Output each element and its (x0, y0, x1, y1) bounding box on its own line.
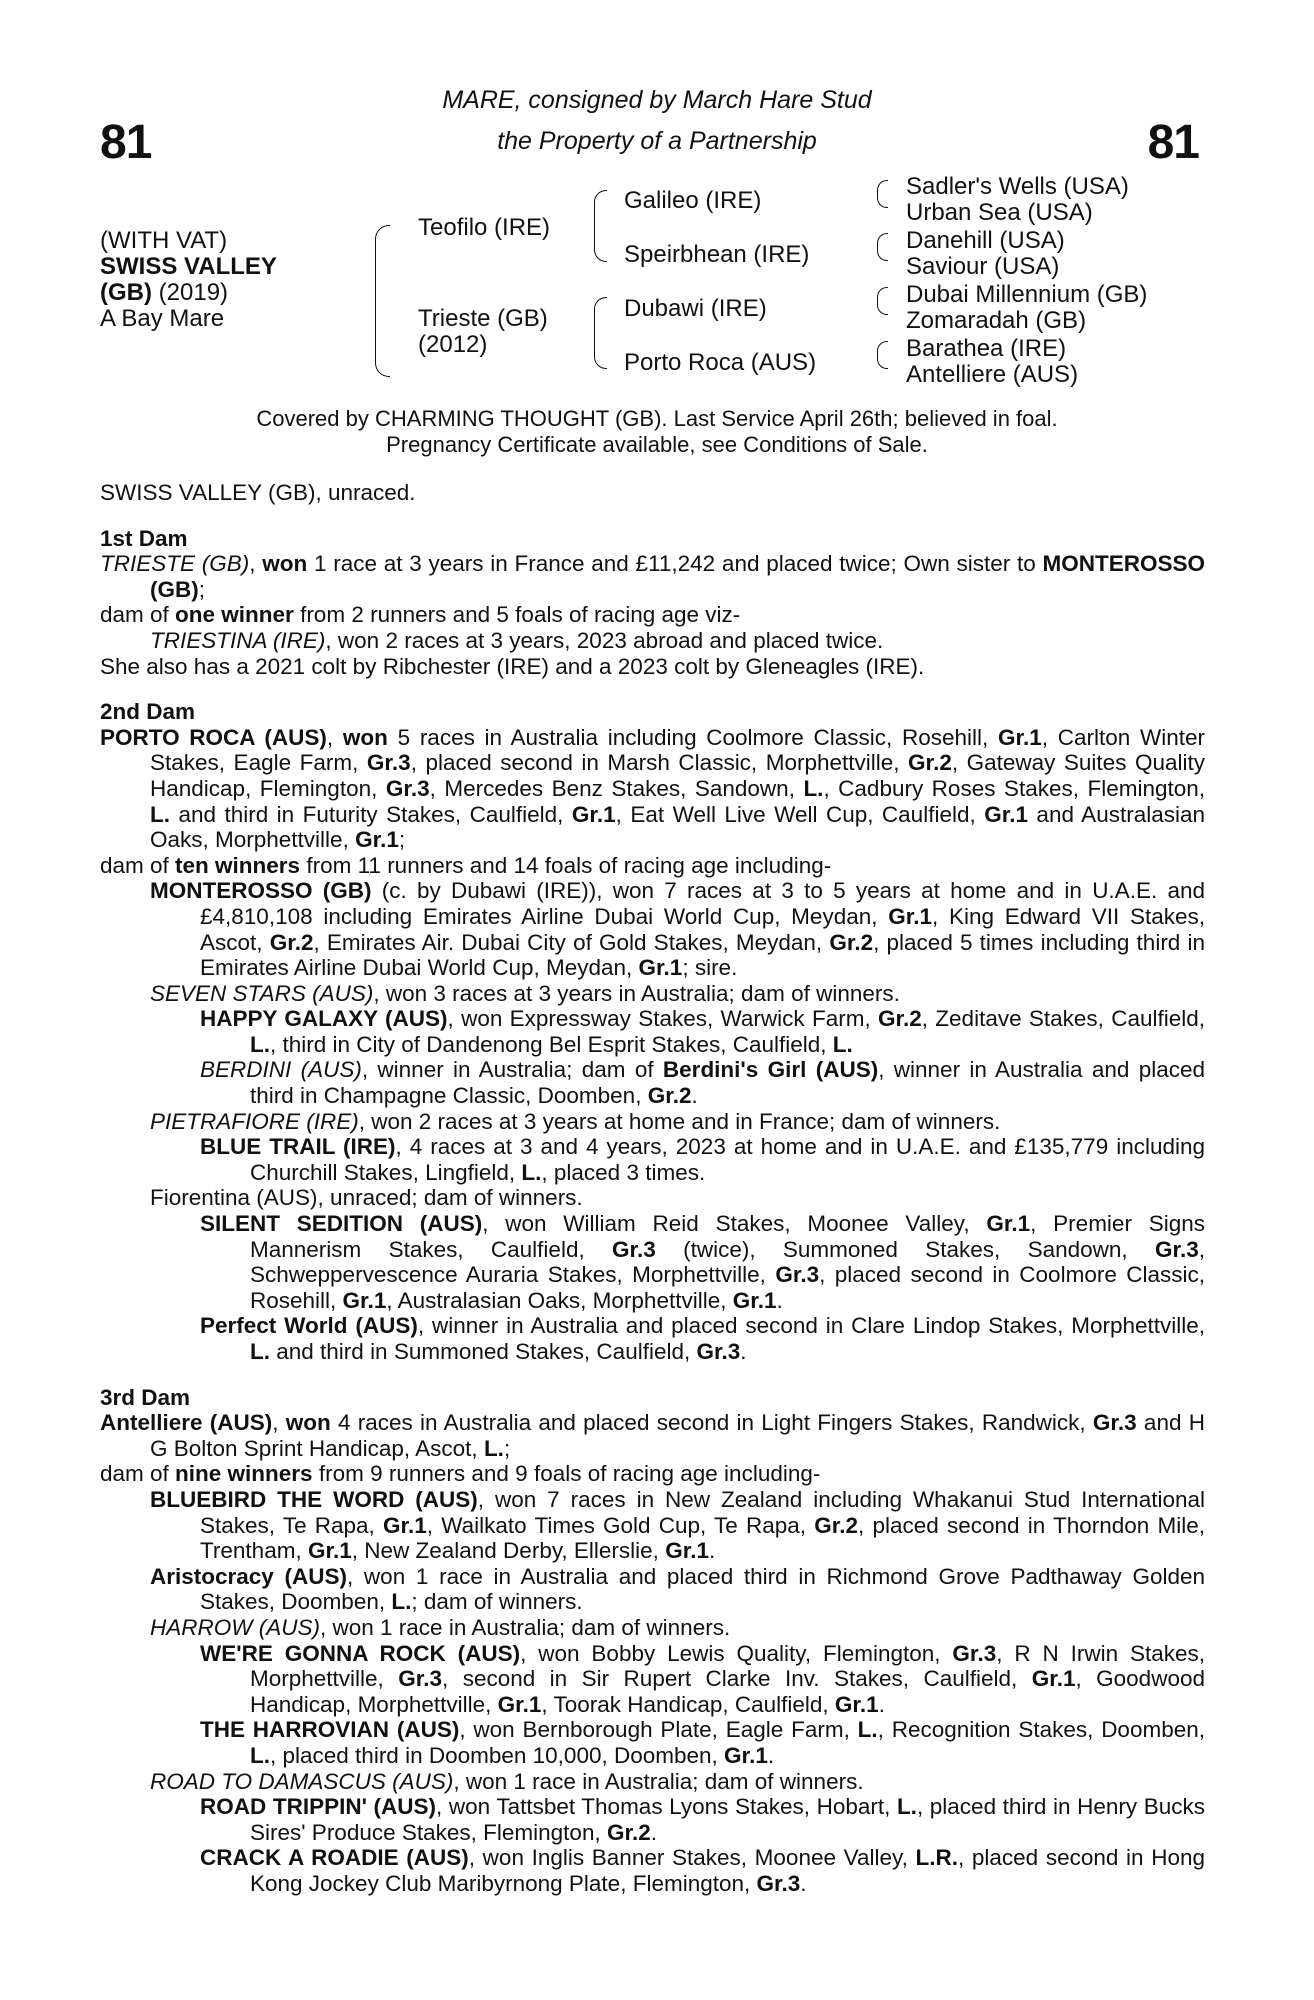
lot-number-right: 81 (1147, 116, 1199, 169)
produce-fiorentina: Fiorentina (AUS), unraced; dam of winners. (150, 1185, 583, 1211)
section-1st-dam: 1st Dam (100, 525, 188, 551)
produce-crack-a-roadie: CRACK A ROADIE (AUS), won Inglis Banner Stakes, Moonee Valley, L.R., placed second in Hong Kong Jockey Club Maribyrnong Plate, Flemington, Gr.3. (200, 1845, 1205, 1896)
consignor-line: MARE, consigned by March Hare Stud (442, 86, 872, 114)
brace-main (375, 225, 390, 377)
produce-seven-stars: SEVEN STARS (AUS), won 3 races at 3 years in Australia; dam of winners. (150, 980, 900, 1006)
dam-dam: Porto Roca (AUS) (624, 349, 817, 376)
dam-1-entry: TRIESTE (GB), won 1 race at 3 years in France and £11,242 and placed twice; Own sister to MONTEROSSO (GB); (100, 551, 1205, 602)
produce-happy-galaxy: HAPPY GALAXY (AUS), won Expressway Stakes, Warwick Farm, Gr.2, Zeditave Stakes, Caulfield, L., third in City of Dandenong Bel Esprit Stakes, Caulfield, L. (200, 1006, 1205, 1057)
produce-harrow: HARROW (AUS), won 1 race in Australia; dam of winners. (150, 1614, 731, 1640)
horse-description: A Bay Mare (100, 305, 225, 332)
brace-dam (594, 297, 607, 369)
ggs-3: Danehill (USA) (906, 227, 1065, 254)
produce-were-gonna-rock: WE'RE GONNA ROCK (AUS), won Bobby Lewis Quality, Flemington, Gr.3, R N Irwin Stakes, Morphettville, Gr.3, second in Sir Rupert Clarke Inv. Stakes, Caulfield, Gr.1, Goodwood Handicap, Morphettville, Gr.1, Toorak Handicap, Caulfield, Gr.1. (200, 1640, 1205, 1717)
produce-blue-trail: BLUE TRAIL (IRE), 4 races at 3 and 4 years, 2023 at home and in U.A.E. and £135,779 including Churchill Stakes, Lingfield, L., placed 3 times. (200, 1134, 1206, 1185)
ggs-2: Urban Sea (USA) (906, 199, 1093, 226)
produce-aristocracy: Aristocracy (AUS), won 1 race in Australia and placed third in Richmond Grove Padthaway Golden Stakes, Doomben, L.; dam of winners. (150, 1563, 1206, 1615)
dam-1-produce: dam of one winner from 2 runners and 5 foals of racing age viz- (100, 602, 741, 628)
brace-gg3 (877, 287, 888, 315)
ggs-1: Sadler's Wells (USA) (906, 173, 1129, 200)
covered-line: Covered by CHARMING THOUGHT (GB). Last Service April 26th; believed in foal. (256, 406, 1058, 431)
dam: Trieste (GB) (418, 305, 548, 332)
ggs-5: Dubai Millennium (GB) (906, 281, 1148, 308)
produce-perfect-world: Perfect World (AUS), winner in Australia and placed second in Clare Lindop Stakes, Morphettville, L. and third in Summoned Stakes, Caulfield, Gr.3. (200, 1313, 1206, 1364)
sire-sire: Galileo (IRE) (624, 187, 762, 214)
section-3rd-dam: 3rd Dam (100, 1384, 191, 1410)
brace-gg1 (877, 180, 888, 208)
horse-name: SWISS VALLEY (100, 253, 277, 280)
produce-the-harrovian: THE HARROVIAN (AUS), won Bernborough Plate, Eagle Farm, L., Recognition Stakes, Doomben, L., placed third in Doomben 10,000, Doomben, Gr.1. (200, 1717, 1205, 1768)
brace-sire (594, 190, 607, 262)
vat-note: (WITH VAT) (100, 227, 228, 254)
produce-road-trippin: ROAD TRIPPIN' (AUS), won Tattsbet Thomas Lyons Stakes, Hobart, L., placed third in Henry Bucks Sires' Produce Stakes, Flemington, Gr.2. (200, 1794, 1205, 1845)
horse-year: (2019) (158, 279, 229, 306)
produce-silent-sedition: SILENT SEDITION (AUS), won William Reid Stakes, Moonee Valley, Gr.1, Premier Signs Mannerism Stakes, Caulfield, Gr.3 (twice), Summoned Stakes, Sandown, Gr.3, Schweppervescence Auraria Stakes, Morphettville, Gr.3, placed second in Coolmore Classic, Rosehill, Gr.1, Australasian Oaks, Morphettville, Gr.1. (200, 1211, 1205, 1313)
brace-gg4 (877, 341, 888, 369)
pregnancy-line: Pregnancy Certificate available, see Conditions of Sale. (386, 432, 928, 457)
horse-country: (GB) (100, 279, 152, 306)
section-2nd-dam: 2nd Dam (100, 699, 196, 725)
dam-3-entry: Antelliere (AUS), won 4 races in Australia and placed second in Light Fingers Stakes, Randwick, Gr.3 and H G Bolton Sprint Handicap, Ascot, L.; (100, 1410, 1205, 1461)
lot-number-left: 81 (100, 116, 152, 169)
brace-gg2 (877, 233, 888, 261)
dam-1-foals: She also has a 2021 colt by Ribchester (IRE) and a 2023 colt by Gleneagles (IRE). (100, 653, 925, 679)
ggs-8: Antelliere (AUS) (906, 361, 1079, 388)
property-line: the Property of a Partnership (497, 127, 817, 155)
intro-line: SWISS VALLEY (GB), unraced. (100, 480, 416, 505)
dam-3-produce: dam of nine winners from 9 runners and 9 foals of racing age including- (100, 1461, 821, 1487)
ggs-7: Barathea (IRE) (906, 335, 1067, 362)
dam-2-produce: dam of ten winners from 11 runners and 14 foals of racing age including- (100, 852, 832, 878)
dam-sire: Dubawi (IRE) (624, 295, 767, 322)
produce-road-to-damascus: ROAD TO DAMASCUS (AUS), won 1 race in Australia; dam of winners. (150, 1768, 864, 1794)
produce-pietrafiore: PIETRAFIORE (IRE), won 2 races at 3 years at home and in France; dam of winners. (150, 1108, 1001, 1134)
produce-triestina: TRIESTINA (IRE), won 2 races at 3 years, 2023 abroad and placed twice. (150, 627, 884, 653)
sire: Teofilo (IRE) (418, 214, 551, 241)
catalogue-body (100, 480, 1205, 1896)
produce-berdini: BERDINI (AUS), winner in Australia; dam of Berdini's Girl (AUS), winner in Australia and placed third in Champagne Classic, Doomben, Gr.2. (200, 1057, 1206, 1109)
produce-bluebird: BLUEBIRD THE WORD (AUS), won 7 races in New Zealand including Whakanui Stud International Stakes, Te Rapa, Gr.1, Wailkato Times Gold Cup, Te Rapa, Gr.2, placed second in Thorndon Mile, Trentham, Gr.1, New Zealand Derby, Ellerslie, Gr.1. (150, 1486, 1205, 1564)
ggs-6: Zomaradah (GB) (906, 307, 1087, 334)
dam-2-entry: PORTO ROCA (AUS), won 5 races in Australia including Coolmore Classic, Rosehill, Gr.1, Carlton Winter Stakes, Eagle Farm, Gr.3, placed second in Marsh Classic, Morphettville, Gr.2, Gateway Suites Quality Handicap, Flemington, Gr.3, Mercedes Benz Stakes, Sandown, L., Cadbury Roses Stakes, Flemington, L. and third in Futurity Stakes, Caulfield, Gr.1, Eat Well Live Well Cup, Caulfield, Gr.1 and Australasian Oaks, Morphettville, Gr.1; (100, 724, 1206, 853)
ggs-4: Saviour (USA) (906, 253, 1060, 280)
sire-dam: Speirbhean (IRE) (624, 241, 810, 268)
dam-year: (2012) (418, 331, 488, 358)
produce-monterosso: MONTEROSSO (GB) (c. by Dubawi (IRE)), won 7 races at 3 to 5 years at home and in U.A.E. and £4,810,108 including Emirates Airline Dubai World Cup, Meydan, Gr.1, King Edward VII Stakes, Ascot, Gr.2, Emirates Air. Dubai City of Gold Stakes, Meydan, Gr.2, placed 5 times including third in Emirates Airline Dubai World Cup, Meydan, Gr.1; sire. (150, 878, 1206, 981)
